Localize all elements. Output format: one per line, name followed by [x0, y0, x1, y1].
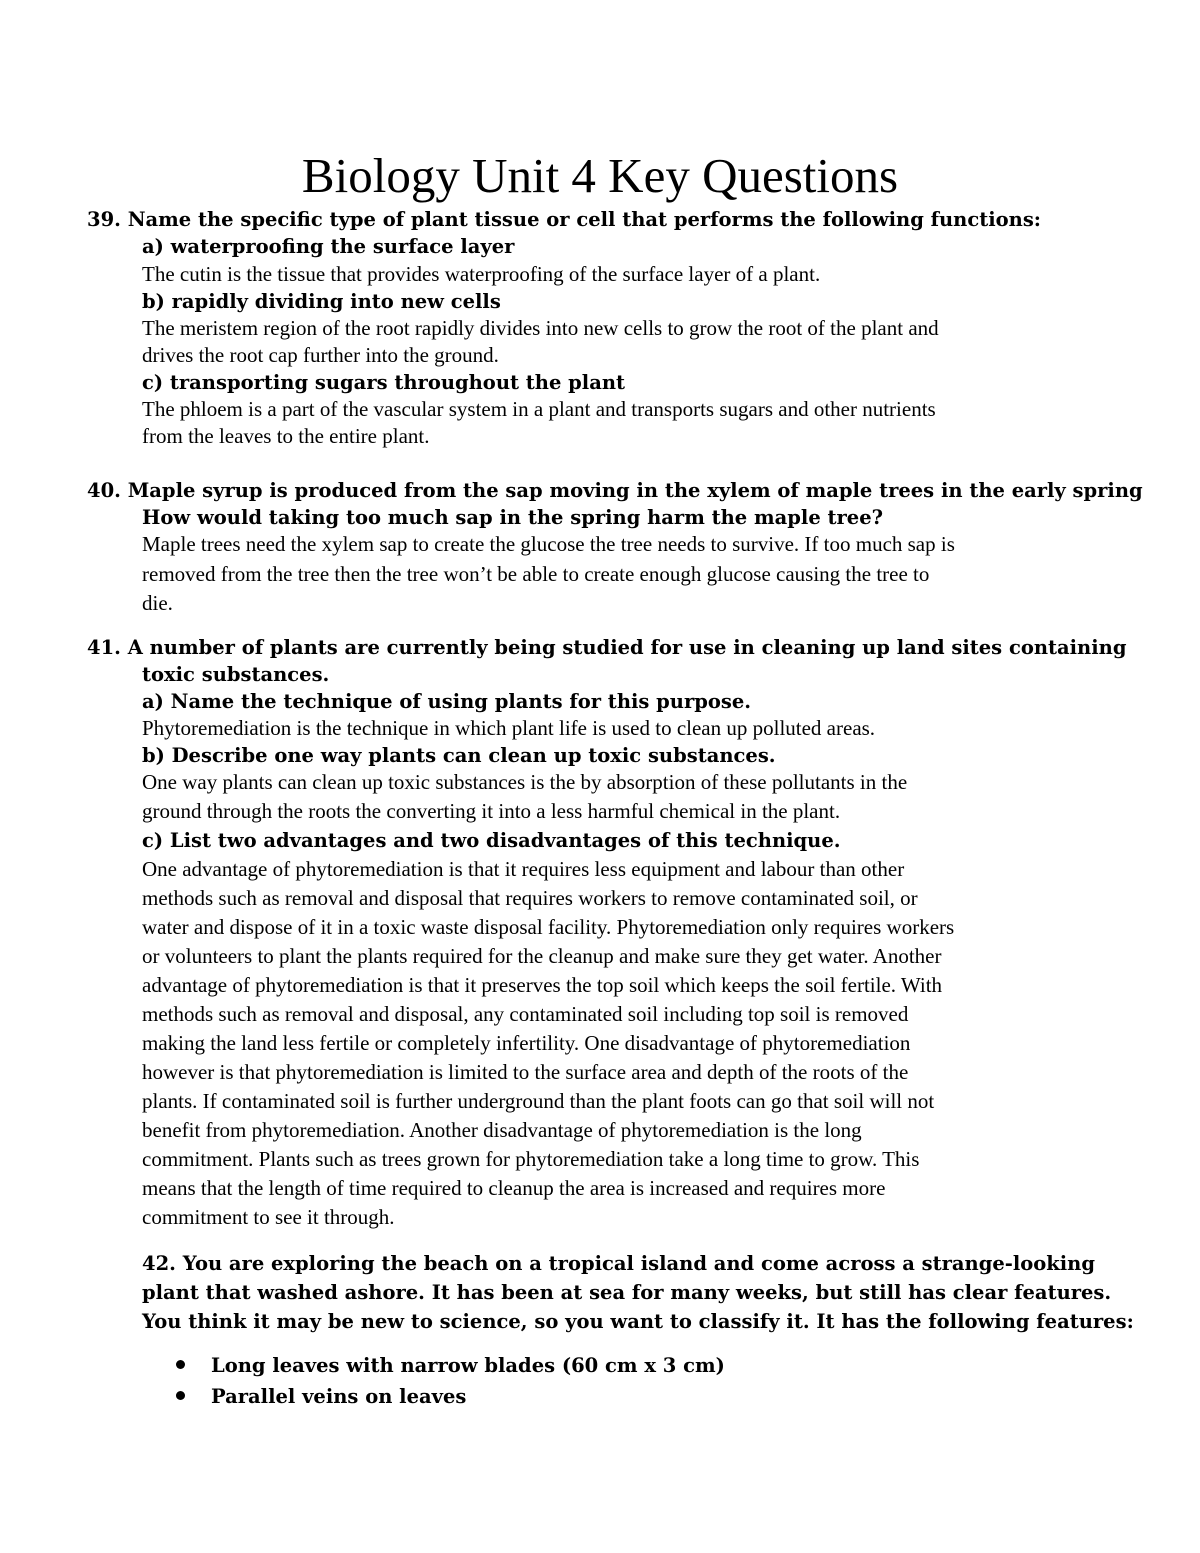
bullet-icon [176, 1391, 185, 1400]
question-41-line: toxic substances. [142, 663, 330, 686]
question-42-line: plant that washed ashore. It has been at sea for many weeks, but still has clear features. [142, 1281, 1112, 1304]
q41-part-c-answer-line: commitment. Plants such as trees grown for phytoremediation take a long time to grow. This [142, 1147, 920, 1171]
q41-part-c-answer-line: methods such as removal and disposal that requires workers to remove contaminated soil, or [142, 886, 918, 910]
q40-answer-line: Maple trees need the xylem sap to create the glucose the tree needs to survive. If too much sap is [142, 532, 955, 556]
document-title: Biology Unit 4 Key Questions [301, 148, 899, 203]
q39-part-c-answer-line: The phloem is a part of the vascular system in a plant and transports sugars and other nutrients [142, 397, 936, 421]
q41-part-c-answer-line: plants. If contaminated soil is further underground than the plant foots can go that soil will not [142, 1089, 935, 1113]
q41-part-c-answer-line: advantage of phytoremediation is that it preserves the top soil which keeps the soil fertile. With [142, 973, 943, 997]
q39-part-b-answer-line: drives the root cap further into the ground. [142, 343, 499, 367]
q41-part-c-answer-line: or volunteers to plant the plants required for the cleanup and make sure they get water. Another [142, 944, 942, 968]
q41-part-b-answer-line: One way plants can clean up toxic substances is the by absorption of these pollutants in the [142, 770, 908, 794]
q41-part-c-answer-line: making the land less fertile or completely infertility. One disadvantage of phytoremediation [142, 1031, 911, 1055]
q39-part-c-answer-line: from the leaves to the entire plant. [142, 424, 430, 448]
bullet-icon [176, 1360, 185, 1369]
q41-part-c-answer-line: methods such as removal and disposal, any contaminated soil including top soil is removed [142, 1002, 909, 1026]
question-40-line: How would taking too much sap in the spring harm the maple tree? [142, 506, 884, 529]
question-42-line: You think it may be new to science, so you want to classify it. It has the following features: [142, 1310, 1134, 1333]
q41-part-c-answer-line: however is that phytoremediation is limited to the surface area and depth of the roots of the [142, 1060, 909, 1084]
q42-feature-item: Long leaves with narrow blades (60 cm x 3 cm) [211, 1354, 725, 1377]
q39-part-a-label: a) waterproofing the surface layer [142, 235, 515, 258]
q41-part-b-answer-line: ground through the roots the converting it into a less harmful chemical in the plant. [142, 799, 841, 823]
question-42-line: 42. You are exploring the beach on a tropical island and come across a strange-looking [142, 1252, 1095, 1275]
q41-part-a-label: a) Name the technique of using plants for this purpose. [142, 690, 752, 713]
q42-feature-item: Parallel veins on leaves [211, 1385, 467, 1408]
q41-part-c-label: c) List two advantages and two disadvantages of this technique. [142, 829, 841, 852]
q41-part-c-answer-line: One advantage of phytoremediation is that it requires less equipment and labour than other [142, 857, 905, 881]
q41-part-c-answer-line: benefit from phytoremediation. Another disadvantage of phytoremediation is the long [142, 1118, 862, 1142]
q39-part-b-label: b) rapidly dividing into new cells [142, 290, 501, 313]
q40-answer-line: removed from the tree then the tree won’t be able to create enough glucose causing the tree to [142, 562, 930, 586]
q40-answer-line: die. [142, 591, 173, 615]
q39-part-b-answer-line: The meristem region of the root rapidly divides into new cells to grow the root of the plant and [142, 316, 939, 340]
q41-part-c-answer-line: means that the length of time required to cleanup the area is increased and requires more [142, 1176, 886, 1200]
q41-part-a-answer: Phytoremediation is the technique in which plant life is used to clean up polluted areas. [142, 716, 876, 740]
question-39: 39. Name the specific type of plant tissue or cell that performs the following functions: [87, 208, 1042, 231]
question-40-line: 40. Maple syrup is produced from the sap moving in the xylem of maple trees in the early spring [87, 479, 1143, 502]
question-41-line: 41. A number of plants are currently being studied for use in cleaning up land sites containing [87, 636, 1127, 659]
q41-part-c-answer-line: water and dispose of it in a toxic waste disposal facility. Phytoremediation only requires workers [142, 915, 955, 939]
q41-part-b-label: b) Describe one way plants can clean up toxic substances. [142, 744, 776, 767]
q41-part-c-answer-line: commitment to see it through. [142, 1205, 395, 1229]
q39-part-c-label: c) transporting sugars throughout the plant [142, 371, 626, 394]
q39-part-a-answer: The cutin is the tissue that provides waterproofing of the surface layer of a plant. [142, 262, 821, 286]
